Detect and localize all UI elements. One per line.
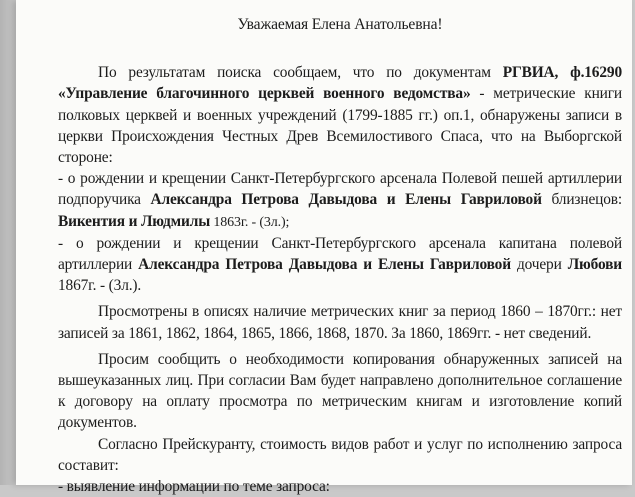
parents-names: Александра Петрова Давыдова и Елены Гавриловой bbox=[138, 256, 511, 274]
daughter-name: Любови bbox=[567, 256, 622, 274]
results-intro: По результатам поиска сообщаем, что по документам bbox=[98, 64, 503, 82]
record-item-text: - о рождении и крещении Санкт-Петербургского арсенала капитана полевой артиллерии bbox=[58, 234, 622, 274]
search-results-paragraph bbox=[58, 62, 622, 168]
document-page bbox=[16, 0, 632, 496]
parents-names: Александра Петрова Давыдова и Елены Гавриловой bbox=[150, 191, 542, 209]
records-description: - метрические книги полковых церквей и военных учреждений (1799-1885 гг.) оп.1, обнаружены записи в церкви Происхождения Честных Древ Всемилостивого Спаса, что на Выборгской стороне: bbox=[58, 85, 622, 167]
record-year-pages: 1867г. - (3л.). bbox=[58, 277, 142, 295]
record-item-text: близнецов: bbox=[541, 191, 622, 209]
record-year-pages: 1863г. - (3л.); bbox=[210, 214, 290, 230]
letter-body bbox=[58, 14, 622, 497]
service-item: - выявление информации по теме запроса: bbox=[58, 478, 330, 496]
record-item-daughter bbox=[58, 233, 622, 297]
letter-greeting: Уважаемая Елена Анатольевна! bbox=[237, 16, 443, 33]
copy-request-paragraph: Просим сообщить о необходимости копирования обнаруженных записей на вышеуказанных лиц. При согласии Вам будет направлено дополнительное соглашение к договору на оплату просмотра по метрическим книгам и изготовление копий документов. bbox=[58, 350, 622, 432]
children-names: Викентия и Людмилы bbox=[58, 212, 211, 230]
inventory-check-paragraph: Просмотрены в описях наличие метрических книг за период 1860 – 1870гг.: нет записей за 1861, 1862, 1864, 1865, 1866, 1868, 1870. За 1860, 1869гг. - нет сведений. bbox=[58, 303, 622, 342]
record-item-text: - о рождении и крещении Санкт-Петербургского арсенала Полевой пешей артиллерии подпоручика bbox=[58, 170, 622, 209]
record-item-text: дочери bbox=[510, 256, 568, 274]
pricing-paragraph: Согласно Прейскуранту, стоимость видов работ и услуг по исполнению запроса составит: bbox=[58, 435, 622, 474]
archive-fund-reference: РГВИА, ф.16290 «Управление благочинного церквей военного ведомства» bbox=[58, 64, 622, 103]
record-item-twins bbox=[58, 168, 622, 233]
